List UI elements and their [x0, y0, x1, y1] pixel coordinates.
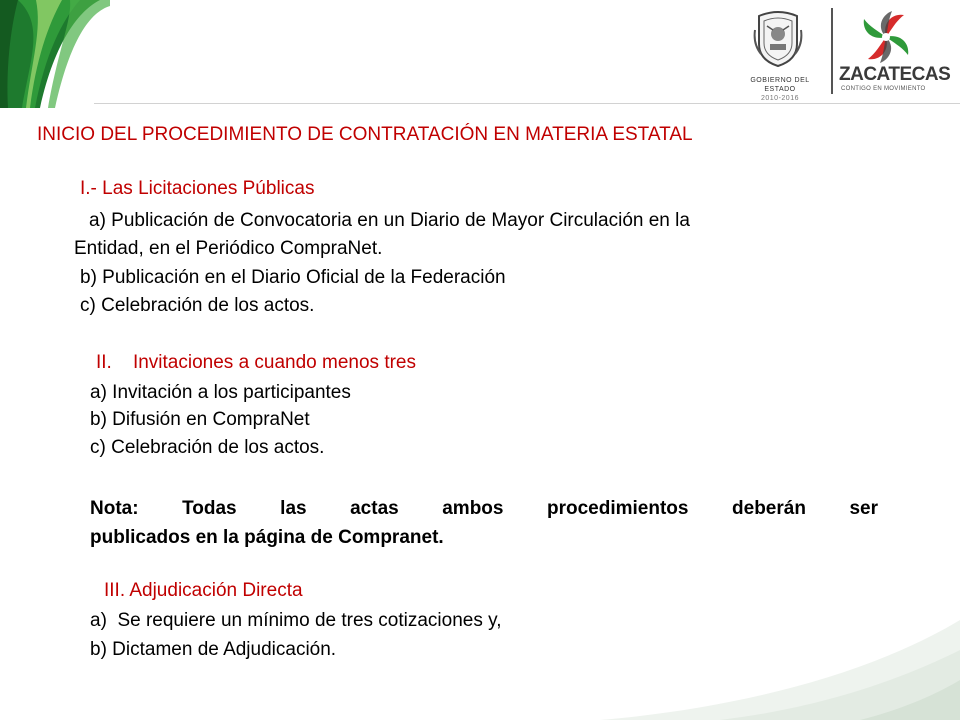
section-1-item-c: c) Celebración de los actos. — [80, 295, 315, 316]
note-line-1: Nota: Todas las actas ambos procedimientos deberán ser — [90, 498, 878, 519]
header-logos — [735, 6, 955, 102]
green-ribbon-decoration — [0, 0, 110, 108]
section-1-item-a-line-1: a) Publicación de Convocatoria en un Diario de Mayor Circulación en la — [89, 210, 690, 231]
logo-divider — [831, 8, 833, 94]
note-paragraph — [90, 494, 878, 552]
section-2-item-c: c) Celebración de los actos. — [90, 437, 325, 458]
brand-name: ZACATECAS — [839, 64, 951, 85]
section-1-heading: I.- Las Licitaciones Públicas — [80, 178, 315, 199]
section-1-item-a-line-2: Entidad, en el Periódico CompraNet. — [74, 238, 383, 259]
state-seal-icon — [753, 10, 803, 68]
government-label — [735, 76, 825, 103]
government-name: GOBIERNO DEL ESTADO — [750, 77, 810, 93]
brand-tagline: CONTIGO EN MOVIMIENTO — [841, 86, 926, 92]
government-years: 2010-2016 — [761, 95, 799, 102]
bottom-swoosh-decoration — [600, 600, 960, 720]
note-line-2: publicados en la página de Compranet. — [90, 527, 444, 548]
section-2-item-b: b) Difusión en CompraNet — [90, 409, 310, 430]
section-3-item-b: b) Dictamen de Adjudicación. — [90, 639, 337, 660]
section-3-heading: III. Adjudicación Directa — [104, 580, 303, 601]
header-divider — [94, 103, 960, 104]
page-title: INICIO DEL PROCEDIMIENTO DE CONTRATACIÓN EN MATERIA ESTATAL — [37, 124, 693, 145]
section-3-item-a: a) Se requiere un mínimo de tres cotizaciones y, — [90, 610, 502, 631]
zacatecas-pinwheel-icon — [853, 8, 919, 66]
section-1-item-b: b) Publicación en el Diario Oficial de la Federación — [80, 267, 506, 288]
section-2-heading: II. Invitaciones a cuando menos tres — [96, 352, 417, 373]
section-2-item-a: a) Invitación a los participantes — [90, 382, 351, 403]
